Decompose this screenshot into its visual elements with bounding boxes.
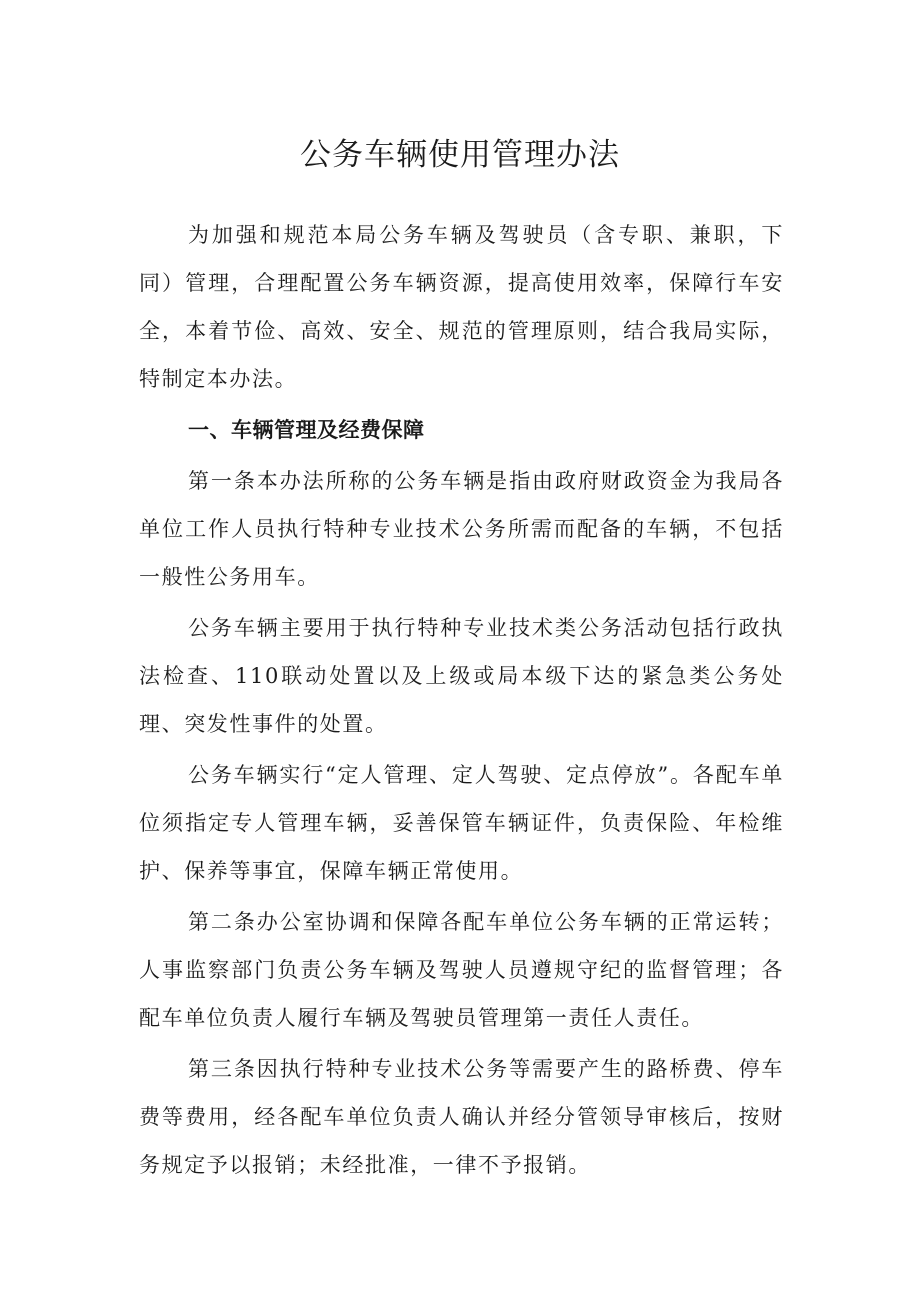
article-1-paragraph: 第一条本办法所称的公务车辆是指由政府财政资金为我局各单位工作人员执行特种专业技术公务所需而配备的车辆，不包括一般性公务用车。 bbox=[139, 469, 784, 589]
article-3-paragraph: 第三条因执行特种专业技术公务等需要产生的路桥费、停车费等费用，经各配车单位负责人确认并经分管领导审核后，按财务规定予以报销；未经批准，一律不予报销。 bbox=[139, 1057, 784, 1177]
article-2-paragraph: 第二条办公室协调和保障各配车单位公务车辆的正常运转；人事监察部门负责公务车辆及驾驶人员遵规守纪的监督管理；各配车单位负责人履行车辆及驾驶员管理第一责任人责任。 bbox=[139, 910, 784, 1030]
vehicle-custody-paragraph: 公务车辆实行“定人管理、定人驾驶、定点停放”。各配车单位须指定专人管理车辆，妥善保管车辆证件，负责保险、年检维护、保养等事宜，保障车辆正常使用。 bbox=[139, 763, 784, 883]
document-body bbox=[139, 211, 784, 1192]
section-heading-vehicle-management: 一、车辆管理及经费保障 bbox=[188, 418, 425, 442]
intro-paragraph: 为加强和规范本局公务车辆及驾驶员（含专职、兼职，下同）管理，合理配置公务车辆资源，提高使用效率，保障行车安全，本着节俭、高效、安全、规范的管理原则，结合我局实际，特制定本办法。 bbox=[139, 223, 784, 391]
document-title: 公务车辆使用管理办法 bbox=[300, 137, 620, 173]
vehicle-usage-paragraph: 公务车辆主要用于执行特种专业技术类公务活动包括行政执法检查、110联动处置以及上级或局本级下达的紧急类公务处理、突发性事件的处置。 bbox=[139, 616, 784, 736]
